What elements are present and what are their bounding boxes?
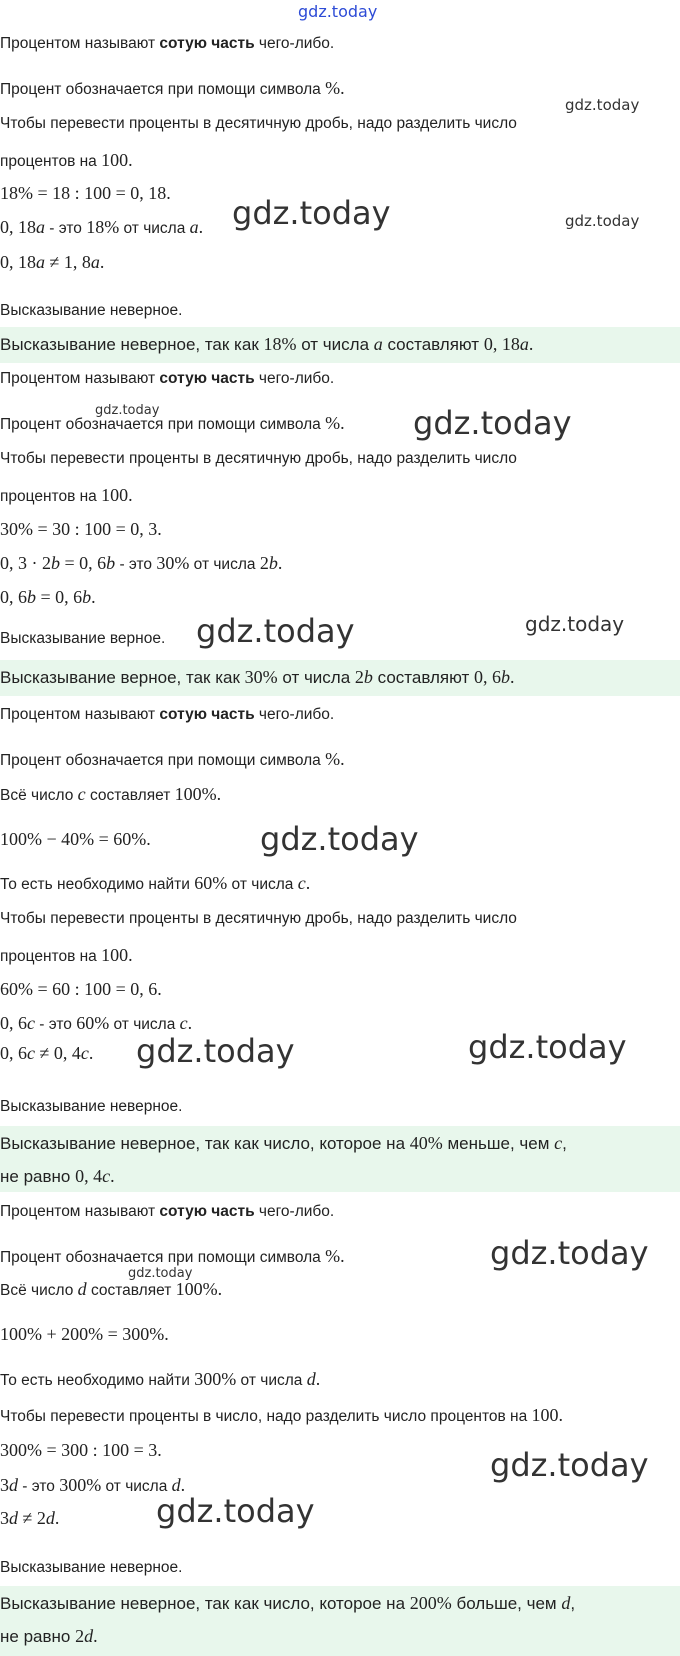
formula: 100% + 200% = 300%.: [0, 1324, 169, 1344]
symbol-line: Процент обозначается при помощи символа %.: [0, 749, 345, 769]
watermark: gdz.today: [413, 404, 572, 442]
answer-box: [0, 660, 680, 696]
watermark: gdz.today: [565, 212, 640, 230]
answer-text: Высказывание неверное, так как число, которое на 40% меньше, чем c,: [0, 1133, 567, 1153]
formula: 0, 6c ≠ 0, 4c.: [0, 1043, 94, 1063]
watermark: gdz.today: [525, 612, 625, 636]
formula: 3d - это 300% от числа d.: [0, 1475, 186, 1495]
formula: 18% = 18 : 100 = 0, 18.: [0, 183, 171, 203]
rule-line: процентов на 100.: [0, 945, 133, 965]
watermark: gdz.today: [490, 1234, 649, 1272]
answer-box: [0, 1586, 680, 1656]
answer-text: не равно 2d.: [0, 1626, 98, 1646]
rule-line: Чтобы перевести проценты в число, надо разделить число процентов на 100.: [0, 1405, 564, 1425]
symbol-line: Процент обозначается при помощи символа %.: [0, 1246, 345, 1266]
watermark: gdz.today: [260, 820, 419, 858]
answer-box: [0, 327, 680, 363]
rule-line: процентов на 100.: [0, 150, 133, 170]
verdict: Высказывание верное.: [0, 630, 166, 647]
find-line: То есть необходимо найти 60% от числа c.: [0, 873, 311, 893]
watermark: gdz.today: [156, 1492, 315, 1530]
rule-line: Чтобы перевести проценты в десятичную дробь, надо разделить число: [0, 910, 517, 927]
symbol-line: Процент обозначается при помощи символа %.: [0, 413, 345, 433]
watermark: gdz.today: [136, 1032, 295, 1070]
formula: 300% = 300 : 100 = 3.: [0, 1440, 162, 1460]
answer-text: Высказывание верное, так как 30% от числа 2b составляют 0, 6b.: [0, 667, 515, 687]
rule-line: процентов на 100.: [0, 485, 133, 505]
formula: 0, 18a - это 18% от числа a.: [0, 217, 204, 237]
watermark: gdz.today: [95, 403, 160, 418]
formula: 0, 18a ≠ 1, 8a.: [0, 252, 105, 272]
answer-box: [0, 1126, 680, 1192]
verdict: Высказывание неверное.: [0, 1098, 183, 1115]
symbol-line: Процент обозначается при помощи символа %.: [0, 78, 345, 98]
definition-line: Процентом называют сотую часть чего-либо.: [0, 35, 335, 52]
formula: 60% = 60 : 100 = 0, 6.: [0, 979, 162, 999]
answer-text: Высказывание неверное, так как число, которое на 200% больше, чем d,: [0, 1593, 576, 1613]
formula: 30% = 30 : 100 = 0, 3.: [0, 519, 162, 539]
watermark: gdz.today: [196, 612, 355, 650]
find-line: То есть необходимо найти 300% от числа d.: [0, 1369, 321, 1389]
rule-line: Чтобы перевести проценты в десятичную дробь, надо разделить число: [0, 450, 517, 467]
formula: 0, 6b = 0, 6b.: [0, 587, 96, 607]
watermark: gdz.today: [490, 1446, 649, 1484]
watermark: gdz.today: [128, 1266, 193, 1281]
formula: 0, 3 · 2b = 0, 6b - это 30% от числа 2b.: [0, 553, 283, 573]
watermark: gdz.today: [232, 194, 391, 232]
watermark: gdz.today: [565, 96, 640, 114]
watermark: gdz.today: [298, 2, 378, 21]
answer-text: не равно 0, 4c.: [0, 1166, 115, 1186]
verdict: Высказывание неверное.: [0, 1559, 183, 1576]
watermark: gdz.today: [468, 1028, 627, 1066]
whole-line: Всё число c составляет 100%.: [0, 784, 222, 804]
definition-line: Процентом называют сотую часть чего-либо.: [0, 1203, 335, 1220]
formula: 0, 6c - это 60% от числа c.: [0, 1013, 193, 1033]
verdict: Высказывание неверное.: [0, 302, 183, 319]
whole-line: Всё число d составляет 100%.: [0, 1279, 223, 1299]
definition-line: Процентом называют сотую часть чего-либо.: [0, 706, 335, 723]
answer-text: Высказывание неверное, так как 18% от числа a составляют 0, 18a.: [0, 334, 534, 354]
formula: 3d ≠ 2d.: [0, 1508, 60, 1528]
rule-line: Чтобы перевести проценты в десятичную дробь, надо разделить число: [0, 115, 517, 132]
definition-line: Процентом называют сотую часть чего-либо.: [0, 370, 335, 387]
formula: 100% − 40% = 60%.: [0, 829, 151, 849]
